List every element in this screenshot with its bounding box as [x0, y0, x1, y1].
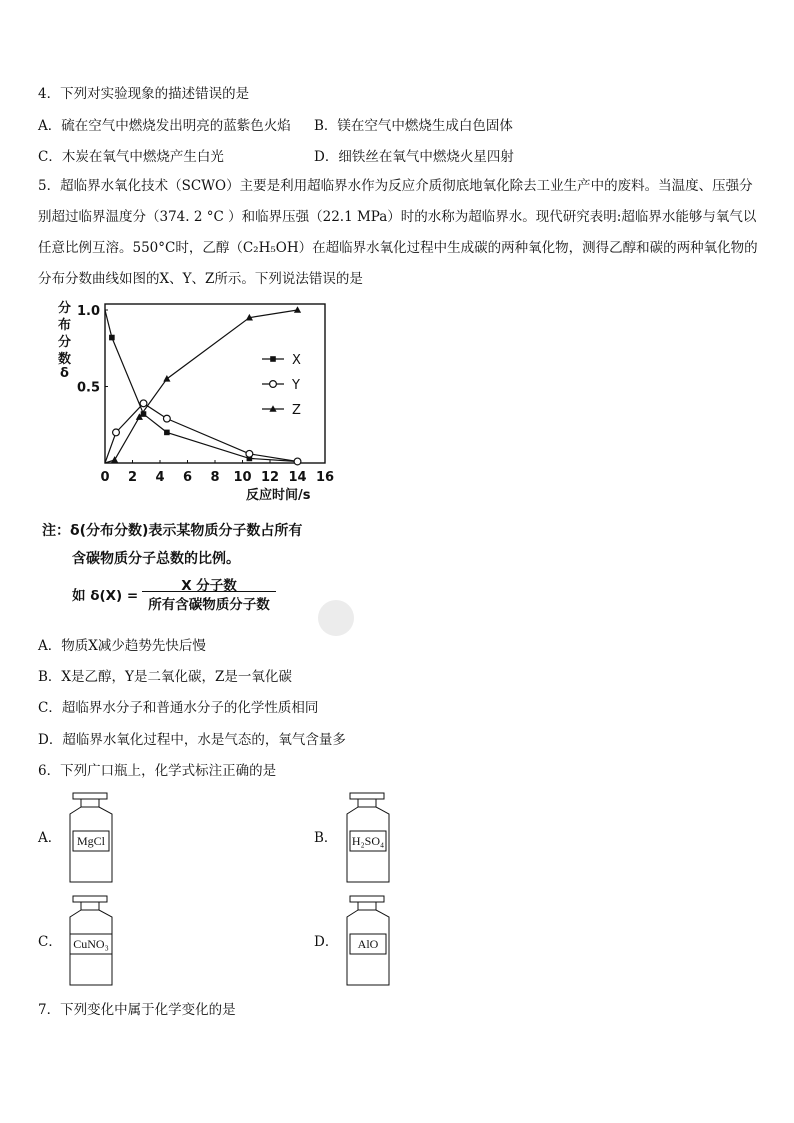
x-tick-label: 4: [155, 470, 165, 485]
bottle-d-label: AlO: [357, 937, 379, 951]
fraction-bar: [142, 591, 276, 592]
svg-text:δ: δ: [60, 366, 69, 381]
x-tick-label: 0: [100, 470, 110, 485]
y-axis-label: [58, 300, 71, 381]
note-line1: 注：δ(分布分数)表示某物质分子数占所有: [42, 523, 303, 539]
legend-z-label: Z: [292, 403, 301, 418]
series-x-point: [164, 430, 170, 436]
q6-option-d-letter[interactable]: D．: [314, 934, 339, 950]
note-formula-prefix: 如 δ(X) =: [72, 588, 139, 604]
bottle-c[interactable]: [68, 895, 120, 987]
x-tick-label: 2: [127, 470, 138, 485]
watermark-circle: [318, 600, 354, 636]
q6-option-a-letter[interactable]: A．: [38, 830, 62, 846]
series-z-point: [111, 456, 118, 463]
x-tick-label: 12: [260, 470, 280, 485]
series-x-point: [109, 335, 115, 341]
series-z-line: [105, 310, 298, 463]
bottle-d[interactable]: [345, 895, 397, 987]
q4-option-a[interactable]: A．硫在空气中燃烧发出明亮的蓝紫色火焰: [38, 118, 291, 134]
q5-option-a[interactable]: A．物质X减少趋势先快后慢: [38, 638, 206, 654]
bottle-b[interactable]: [345, 792, 397, 884]
legend-x-marker: [270, 356, 276, 362]
bottle-a-label: MgCl: [76, 834, 105, 848]
bottle-c-label: CuNO₃: [73, 937, 109, 951]
legend-y-marker: [270, 381, 277, 388]
series-y-point: [246, 450, 253, 457]
q5-option-b[interactable]: B．X是乙醇，Y是二氧化碳，Z是一氧化碳: [38, 669, 292, 685]
q6-stem: 6．下列广口瓶上，化学式标注正确的是: [38, 763, 277, 779]
x-axis-label: 反应时间/s: [246, 488, 311, 503]
x-tick-label: 16: [315, 470, 335, 485]
series-z-point: [163, 375, 170, 382]
x-tick-label: 6: [182, 470, 193, 485]
series-y-point: [294, 458, 301, 465]
q5-option-c[interactable]: C．超临界水分子和普通水分子的化学性质相同: [38, 700, 319, 716]
y-tick-label: 1.0: [76, 304, 100, 319]
series-z-point: [294, 306, 301, 313]
y-tick-label: 0.5: [76, 380, 100, 396]
x-tick-label: 8: [210, 470, 220, 485]
q4-option-c[interactable]: C．木炭在氧气中燃烧产生白光: [38, 149, 224, 165]
q5-option-d[interactable]: D．超临界水氧化过程中，水是气态的，氧气含量多: [38, 732, 346, 748]
series-y-point: [140, 400, 147, 407]
q4-stem: 4．下列对实验现象的描述错误的是: [38, 86, 250, 102]
note-line2: 含碳物质分子总数的比例。: [72, 551, 240, 567]
note-formula-denominator: 所有含碳物质分子数: [148, 597, 270, 613]
legend-x-label: X: [292, 353, 301, 368]
q6-option-c-letter[interactable]: C．: [38, 934, 62, 950]
note-formula-numerator: X 分子数: [181, 578, 237, 594]
legend-y-label: Y: [292, 378, 300, 393]
series-y-point: [163, 415, 170, 422]
x-tick-label: 14: [288, 470, 307, 485]
series-x-line: [105, 310, 298, 461]
q6-option-b-letter[interactable]: B．: [314, 830, 338, 846]
svg-text:分: 分: [58, 301, 72, 316]
series-y-point: [113, 429, 120, 436]
q5-stem: 5．超临界水氧化技术（SCWO）主要是利用超临界水作为反应介质彻底地氧化除去工业生产中的废料。当温度、压强分别超过临界温度分（374. 2 °C ）和临界压强（22.1 MPa）时的水称为超临界水。现代研究表明:超临界水能够与氧气以任意比例互溶。550°C时，乙醇（C₂H₅OH）在超临界水氧化过程中生成碳的两种氧化物，测得乙醇和碳的两种氧化物的分布分数曲线如图的X、Y、Z所示。下列说法错误的是: [38, 178, 758, 287]
svg-text:数: 数: [58, 352, 72, 367]
svg-text:分: 分: [58, 335, 72, 350]
svg-text:布: 布: [58, 318, 72, 333]
q4-option-b[interactable]: B．镁在空气中燃烧生成白色固体: [314, 118, 513, 134]
x-tick-label: 10: [233, 470, 252, 485]
q4-option-d[interactable]: D．细铁丝在氧气中燃烧火星四射: [314, 149, 514, 165]
q7-stem: 7．下列变化中属于化学变化的是: [38, 1002, 236, 1018]
bottle-a[interactable]: [68, 792, 120, 884]
series-y-line: [105, 403, 298, 463]
distribution-chart: [50, 296, 350, 506]
bottle-b-label: H₂SO₄: [351, 834, 385, 848]
